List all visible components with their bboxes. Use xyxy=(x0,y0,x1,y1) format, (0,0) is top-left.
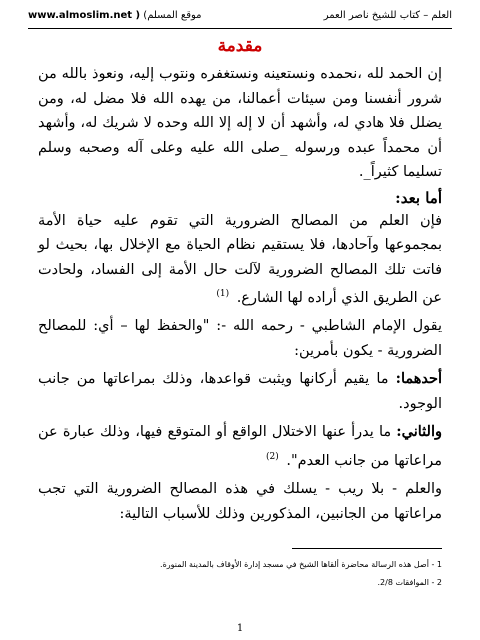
footnote-marker-2[interactable]: (2) xyxy=(266,451,279,462)
heading-amma-bad: أما بعد: xyxy=(395,188,442,207)
footnote-2: 2 - الموافقات 2/8. xyxy=(377,578,442,587)
document-body xyxy=(38,62,442,526)
first-label: أحدهما: xyxy=(395,370,443,388)
paragraph-knowledge xyxy=(38,209,442,311)
site-url[interactable]: www.almoslim.net ) xyxy=(28,10,141,21)
site-credit xyxy=(28,10,202,21)
paragraph-knowledge-text: فإن العلم من المصالح الضرورية التي تقوم عليه حياة الأمة بمجموعها وآحادها، فلا يستقيم نظام الحياة مع الإخلال بها، بحيث لو فاتت تلك المصالح الضرورية لآلت حال الأمة إلى الفساد، ولحادت عن الطريق الذي أراده لها الشارع. xyxy=(38,212,442,306)
paragraph-reasons: والعلم - بلا ريب - يسلك في هذه المصالح الضرورية التي تجب مراعاتها من الجانبين، المذكورين وذلك للأسباب التالية: xyxy=(38,481,442,522)
section-title: مقدمة xyxy=(217,36,263,56)
paragraph-shatibi: يقول الإمام الشاطبي - رحمه الله -: "والحفظ لها – أي: للمصالح الضرورية - يكون بأمرين: xyxy=(38,318,442,359)
footnote-marker-1[interactable]: (1) xyxy=(216,289,230,299)
header-rule xyxy=(28,28,452,29)
footnote-rule xyxy=(292,548,442,549)
paragraph-intro: إن الحمد لله ،نحمده ونستعينه ونستغفره ونتوب إليه، ونعوذ بالله من شرور أنفسنا ومن سيئات أعمالنا، من يهده الله فلا مضل له، ومن يضلل فلا هادي له، وأشهد أن لا إله إلا الله وحده لا شريك له، وأشهد أن محمداً عبده ورسوله _صلى الله عليه وعلى آله وصحبه وسلم تسليما كثيراً_. xyxy=(38,66,442,180)
footnote-1: 1 - أصل هذه الرسالة محاضرة ألقاها الشيخ في مسجد إدارة الأوقاف بالمدينة المنورة. xyxy=(160,560,442,569)
second-text: ما يدرأ عنها الاختلال الواقع أو المتوقع فيها، وذلك عبارة عن مراعاتها من جانب العدم". xyxy=(38,424,442,469)
first-text: ما يقيم أركانها ويثبت قواعدها، وذلك بمراعاتها من جانب الوجود. xyxy=(38,371,442,412)
second-label: والثاني: xyxy=(396,423,442,441)
page-number: 1 xyxy=(236,623,244,634)
site-name: (موقع المسلم xyxy=(143,10,202,21)
book-title: العلم – كتاب للشيخ ناصر العمر xyxy=(323,10,452,21)
page-header xyxy=(28,10,452,28)
footnotes xyxy=(38,556,442,592)
paragraph-second xyxy=(38,420,442,473)
paragraph-first xyxy=(38,367,442,416)
